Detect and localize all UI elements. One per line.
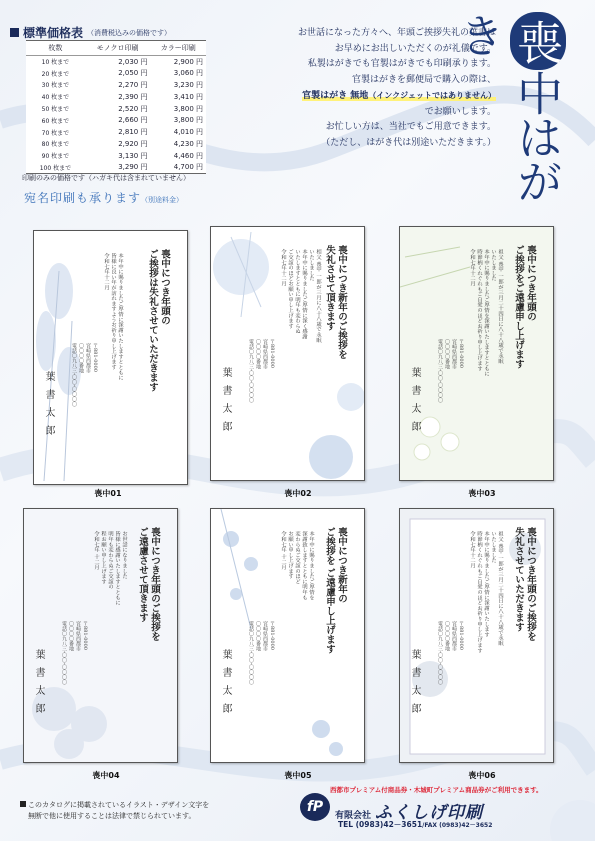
card-body-line: 本年中に賜りましたご厚情を	[308, 531, 314, 600]
card-address	[436, 621, 464, 751]
card-body-line: 令和七年十二月	[469, 531, 475, 569]
card-sender-name-line: 葉書太郎	[220, 649, 231, 721]
card-address-line: 電話〇九八三-〇〇-〇〇〇〇	[248, 621, 254, 685]
card-heading-line: 失礼させて頂きます	[324, 245, 335, 331]
card-body-line: いたしますとともに明年も変わらぬ	[294, 249, 300, 334]
card-address-line: 宮崎県西都市	[75, 621, 81, 651]
price-table	[26, 40, 206, 174]
card-heading	[136, 527, 160, 727]
color-price-cell: 4,230 円	[173, 139, 203, 148]
card-body-line: いたしました	[308, 249, 314, 281]
card-sender-name-line: 葉書太郎	[409, 649, 420, 721]
mono-price-cell: 3,290 円	[85, 162, 151, 174]
mono-price-cell: 2,520 円	[118, 104, 148, 113]
mono-price-cell: 2,270 円	[118, 80, 148, 89]
card-body-line: 皆様に感謝いたしますとともに	[114, 531, 120, 606]
price-table-row	[26, 114, 206, 126]
card-address	[70, 343, 98, 473]
card-body-line: 本年中に賜りましたご厚情を深謝いたしますとともに	[483, 249, 489, 377]
mono-price-cell: 3,130 円	[118, 151, 148, 160]
copyright-line: このカタログに掲載されているイラスト・デザイン文字を	[28, 801, 210, 809]
intro-line: お早めにお出しいただくのが礼儀です。	[334, 43, 496, 54]
card-body-line: 令和七年 十二月	[93, 531, 99, 570]
count-cell: 40 枚まで	[41, 94, 70, 102]
card-caption: 喪中06	[468, 771, 496, 780]
color-price-cell: 3,800 円	[173, 116, 203, 125]
price-table-subtitle: （消費税込みの価格です）	[87, 28, 172, 37]
address-print-label	[24, 189, 183, 206]
card-sender-name	[219, 649, 231, 749]
mono-price-cell: 2,810 円	[118, 128, 148, 137]
header-mono: モノクロ印刷	[85, 41, 151, 56]
card-address-line: 〇〇〇〇番地	[78, 343, 84, 373]
count-cell: 50 枚まで	[41, 106, 70, 114]
card-caption: 喪中04	[92, 771, 120, 780]
card-body-line: ご交誼のほどお願い申し上げます	[287, 249, 293, 329]
card-address-line: 〇〇〇〇番地	[444, 621, 450, 651]
card-address-line: 〇〇〇〇番地	[68, 621, 74, 651]
card-address	[60, 621, 88, 751]
card-sender-name	[408, 649, 420, 749]
card-address	[247, 621, 275, 751]
card-heading-line: ご遠慮させて頂きます	[137, 527, 148, 622]
count-cell: 10 枚まで	[41, 59, 70, 67]
card-sender-name	[32, 649, 44, 749]
mono-price-cell: 2,660 円	[118, 116, 148, 125]
color-price-cell: 4,700 円	[150, 162, 206, 174]
card-heading	[512, 527, 536, 727]
card-body-line: 令和七年十二月	[280, 249, 286, 287]
mono-price-cell: 2,920 円	[118, 139, 148, 148]
price-table-row	[26, 138, 206, 150]
card-address-line: 〇〇〇〇番地	[255, 621, 261, 651]
intro-line: 私製はがきでも官製はがきでも印刷承ります。	[307, 59, 496, 69]
card-body-line: 本年中に賜りましたご厚情に深謝いたしますとともに	[117, 253, 123, 381]
color-price-cell: 3,410 円	[173, 92, 203, 101]
card-address-line: 〒881-0000	[269, 621, 275, 650]
card-heading-line: 失礼させていただきます	[513, 527, 524, 632]
card-sender-name	[408, 367, 420, 467]
price-table-row	[26, 79, 206, 91]
card-heading-line: 喪中につき年頭のご挨拶を	[525, 527, 536, 641]
card-body	[468, 249, 503, 449]
card-heading-line: 喪中につき年頭のご挨拶を	[149, 527, 160, 641]
intro-line: お世話になった方々へ、年頭ご挨拶失礼の葉書は	[297, 28, 496, 38]
color-price-cell: 3,800 円	[173, 104, 203, 113]
color-price-cell: 3,060 円	[173, 69, 203, 78]
card-sender-name-line: 葉書太郎	[33, 649, 44, 721]
card-body-line: 本年中に賜りましたご厚情に深く感謝	[301, 249, 307, 340]
count-cell: 30 枚まで	[41, 82, 70, 90]
card-address	[436, 339, 464, 469]
card-body-line: 祖父 喪中 一郎が三月二十四日に八十八歳で永眠	[497, 531, 503, 646]
intro-line: でお願いします。	[424, 106, 496, 117]
card-address-line: 宮崎県西都市	[451, 339, 457, 369]
color-price-cell: 4,460 円	[173, 151, 203, 160]
card-sender-name	[42, 371, 54, 471]
card-address-line: 〒881-0000	[92, 343, 98, 372]
card-body	[468, 531, 503, 731]
card-body	[92, 531, 127, 731]
card-body-line: 時節柄くれぐれもご自愛のほどお祈り申し上げます	[476, 249, 482, 371]
count-cell: 20 枚まで	[41, 70, 70, 78]
card-body-line: お世話になりました	[121, 531, 127, 579]
card-address-line: 宮崎県西都市	[451, 621, 457, 651]
card-address-line: 電話〇九八三-〇〇-〇〇〇〇	[61, 621, 67, 685]
card-body-line: 相父 喪中 一郎が三月に八十八歳で永眠	[315, 249, 321, 343]
card-caption: 喪中05	[284, 771, 312, 780]
card-heading-line: ご挨拶は失礼させていただきます	[147, 249, 158, 392]
title-first-char: 喪	[510, 12, 566, 70]
card-heading	[323, 527, 347, 727]
card-address-line: 宮崎県西都市	[262, 339, 268, 369]
card-heading-line: 喪中につき新年の	[336, 527, 347, 603]
card-address-line: 宮崎県西都市	[262, 621, 268, 651]
card-body-line: 令和七年十二月	[469, 249, 475, 287]
fax-number: /FAX (0983)42－3652	[422, 822, 493, 829]
card-sender-name-line: 葉書太郎	[409, 367, 420, 439]
highlight-main: 官製はがき 無地	[302, 91, 369, 101]
company-brand: ふくしげ印刷	[375, 803, 484, 823]
square-bullet-icon	[10, 28, 19, 37]
card-caption: 喪中03	[468, 489, 496, 498]
color-price-cell: 2,900 円	[173, 57, 203, 66]
square-bullet-icon	[20, 801, 26, 807]
mono-price-cell: 2,390 円	[118, 92, 148, 101]
card-body-line: 変わらぬご交誼のほど	[294, 531, 300, 584]
card-template-4[interactable]	[23, 508, 178, 763]
card-body	[102, 253, 123, 453]
card-body-line: いたしました	[490, 531, 496, 563]
color-price-cell: 3,230 円	[173, 80, 203, 89]
highlight-sub: （インクジェットではありません）	[368, 91, 496, 100]
card-template-6[interactable]	[399, 508, 554, 763]
mono-price-cell: 2,050 円	[118, 69, 148, 78]
card-template-3[interactable]	[399, 226, 554, 481]
card-heading-line: ご挨拶をご遠慮申し上げます	[513, 245, 524, 369]
card-template-5[interactable]	[210, 508, 365, 763]
card-heading	[512, 245, 536, 445]
price-table-row	[26, 91, 206, 103]
card-sender-name	[219, 367, 231, 467]
price-table-row	[26, 56, 206, 68]
card-body-line: 時節柄くれぐれもご自愛のほどお祈り申し上げます	[476, 531, 482, 653]
card-body-line: 皆様に良い年が訪れますようお祈り申し上げます	[110, 253, 116, 370]
card-body-line: 令和七年十二月	[103, 253, 109, 291]
card-heading-line: 喪中につき新年のご挨拶を	[336, 245, 347, 359]
card-address-line: 〇〇〇〇番地	[255, 339, 261, 369]
price-table-row	[26, 162, 206, 174]
card-heading	[146, 249, 170, 449]
card-body	[279, 249, 321, 449]
card-caption: 喪中01	[94, 489, 122, 498]
card-body-line: 令和七年 十二月	[280, 531, 286, 570]
card-address-line: 電話〇九八三-〇〇-〇〇〇〇	[437, 339, 443, 403]
card-caption: 喪中02	[284, 489, 312, 498]
count-cell: 60 枚まで	[41, 117, 70, 125]
card-heading	[323, 245, 347, 445]
price-table-row	[26, 126, 206, 138]
count-cell: 80 枚まで	[41, 141, 70, 149]
card-sender-name-line: 葉書太郎	[43, 371, 54, 443]
card-body	[279, 531, 314, 731]
card-address-line: 〒881-0000	[82, 621, 88, 650]
card-sender-name-line: 葉書太郎	[220, 367, 231, 439]
header-count: 枚数	[26, 41, 85, 56]
title-rest: 中はがき	[452, 12, 564, 202]
card-body-line: いたしました	[490, 249, 496, 281]
card-template-2[interactable]	[210, 226, 365, 481]
color-price-cell: 4,010 円	[173, 128, 203, 137]
count-cell: 70 枚まで	[41, 129, 70, 137]
price-table-title	[10, 24, 171, 41]
price-table-row	[26, 103, 206, 115]
copyright-line: 無断で他に使用することは法律で禁じられています。	[28, 812, 196, 820]
card-address-line: 電話〇九八三-〇〇-〇〇〇〇	[248, 339, 254, 403]
card-body-line: 深謝致しますとともに明年も	[301, 531, 307, 600]
company-logo: fP	[300, 793, 330, 821]
card-address-line: 〒881-0000	[458, 339, 464, 368]
intro-line: （ただし、はがき代は別途いただきます。）	[321, 137, 496, 148]
contact-numbers	[338, 819, 492, 830]
card-address	[247, 339, 275, 469]
count-cell: 90 枚まで	[41, 153, 70, 161]
address-print-note: （別途料金）	[141, 196, 184, 204]
card-body-line: 祖父 喪中 一郎が三月二十四日に八十八歳で永眠	[497, 249, 503, 364]
card-template-1[interactable]	[33, 230, 188, 485]
intro-highlight-line	[246, 88, 496, 105]
tel-number: TEL (0983)42－3651	[338, 820, 423, 829]
count-cell: 100 枚まで	[26, 162, 85, 174]
price-table-heading: 標準価格表	[23, 26, 84, 40]
price-note: 印刷のみの価格です（ハガキ代は含まれていません）	[22, 174, 190, 182]
price-table-row	[26, 150, 206, 162]
card-body-line: 本年中に賜りましたご厚情に深謝いたします	[483, 531, 489, 637]
card-address-line: 宮崎県西都市	[85, 343, 91, 373]
card-address-line: 〇〇〇〇番地	[444, 339, 450, 369]
card-body-line: お願い申し上げます	[287, 531, 293, 579]
card-heading-line: ご挨拶を ご遠慮申し上げます	[324, 527, 335, 654]
header-color: カラー印刷	[150, 41, 206, 56]
company-prefix: 有限会社	[335, 811, 372, 821]
intro-line: お忙しい方は、当社でもご用意できます。	[325, 122, 496, 132]
card-body-line: 明年も変わらぬご交誼の	[107, 531, 113, 590]
card-body-line: 程お願い申し上げます	[100, 531, 106, 584]
highlight-text	[302, 91, 496, 101]
card-address-line: 〒881-0000	[458, 621, 464, 650]
card-address-line: 電話〇九八三-〇〇-〇〇〇〇	[437, 621, 443, 685]
card-address-line: 電話〇九八三-〇〇-〇〇〇〇	[71, 343, 77, 407]
intro-line: 官製はがきを郵便局で購入の際は、	[351, 74, 496, 85]
card-heading-line: 喪中につき年頭の	[525, 245, 536, 321]
card-heading-line: 喪中につき年頭の	[159, 249, 170, 325]
card-address-line: 〒881-0000	[269, 339, 275, 368]
price-table-header-row	[26, 41, 206, 56]
mono-price-cell: 2,030 円	[118, 57, 148, 66]
voucher-note: 西都市プレミアム付商品券・木城町プレミアム商品券がご利用できます。	[330, 786, 543, 794]
address-print-text: 宛名印刷も承ります	[24, 191, 142, 205]
price-table-row	[26, 67, 206, 79]
copyright-note	[20, 800, 209, 822]
